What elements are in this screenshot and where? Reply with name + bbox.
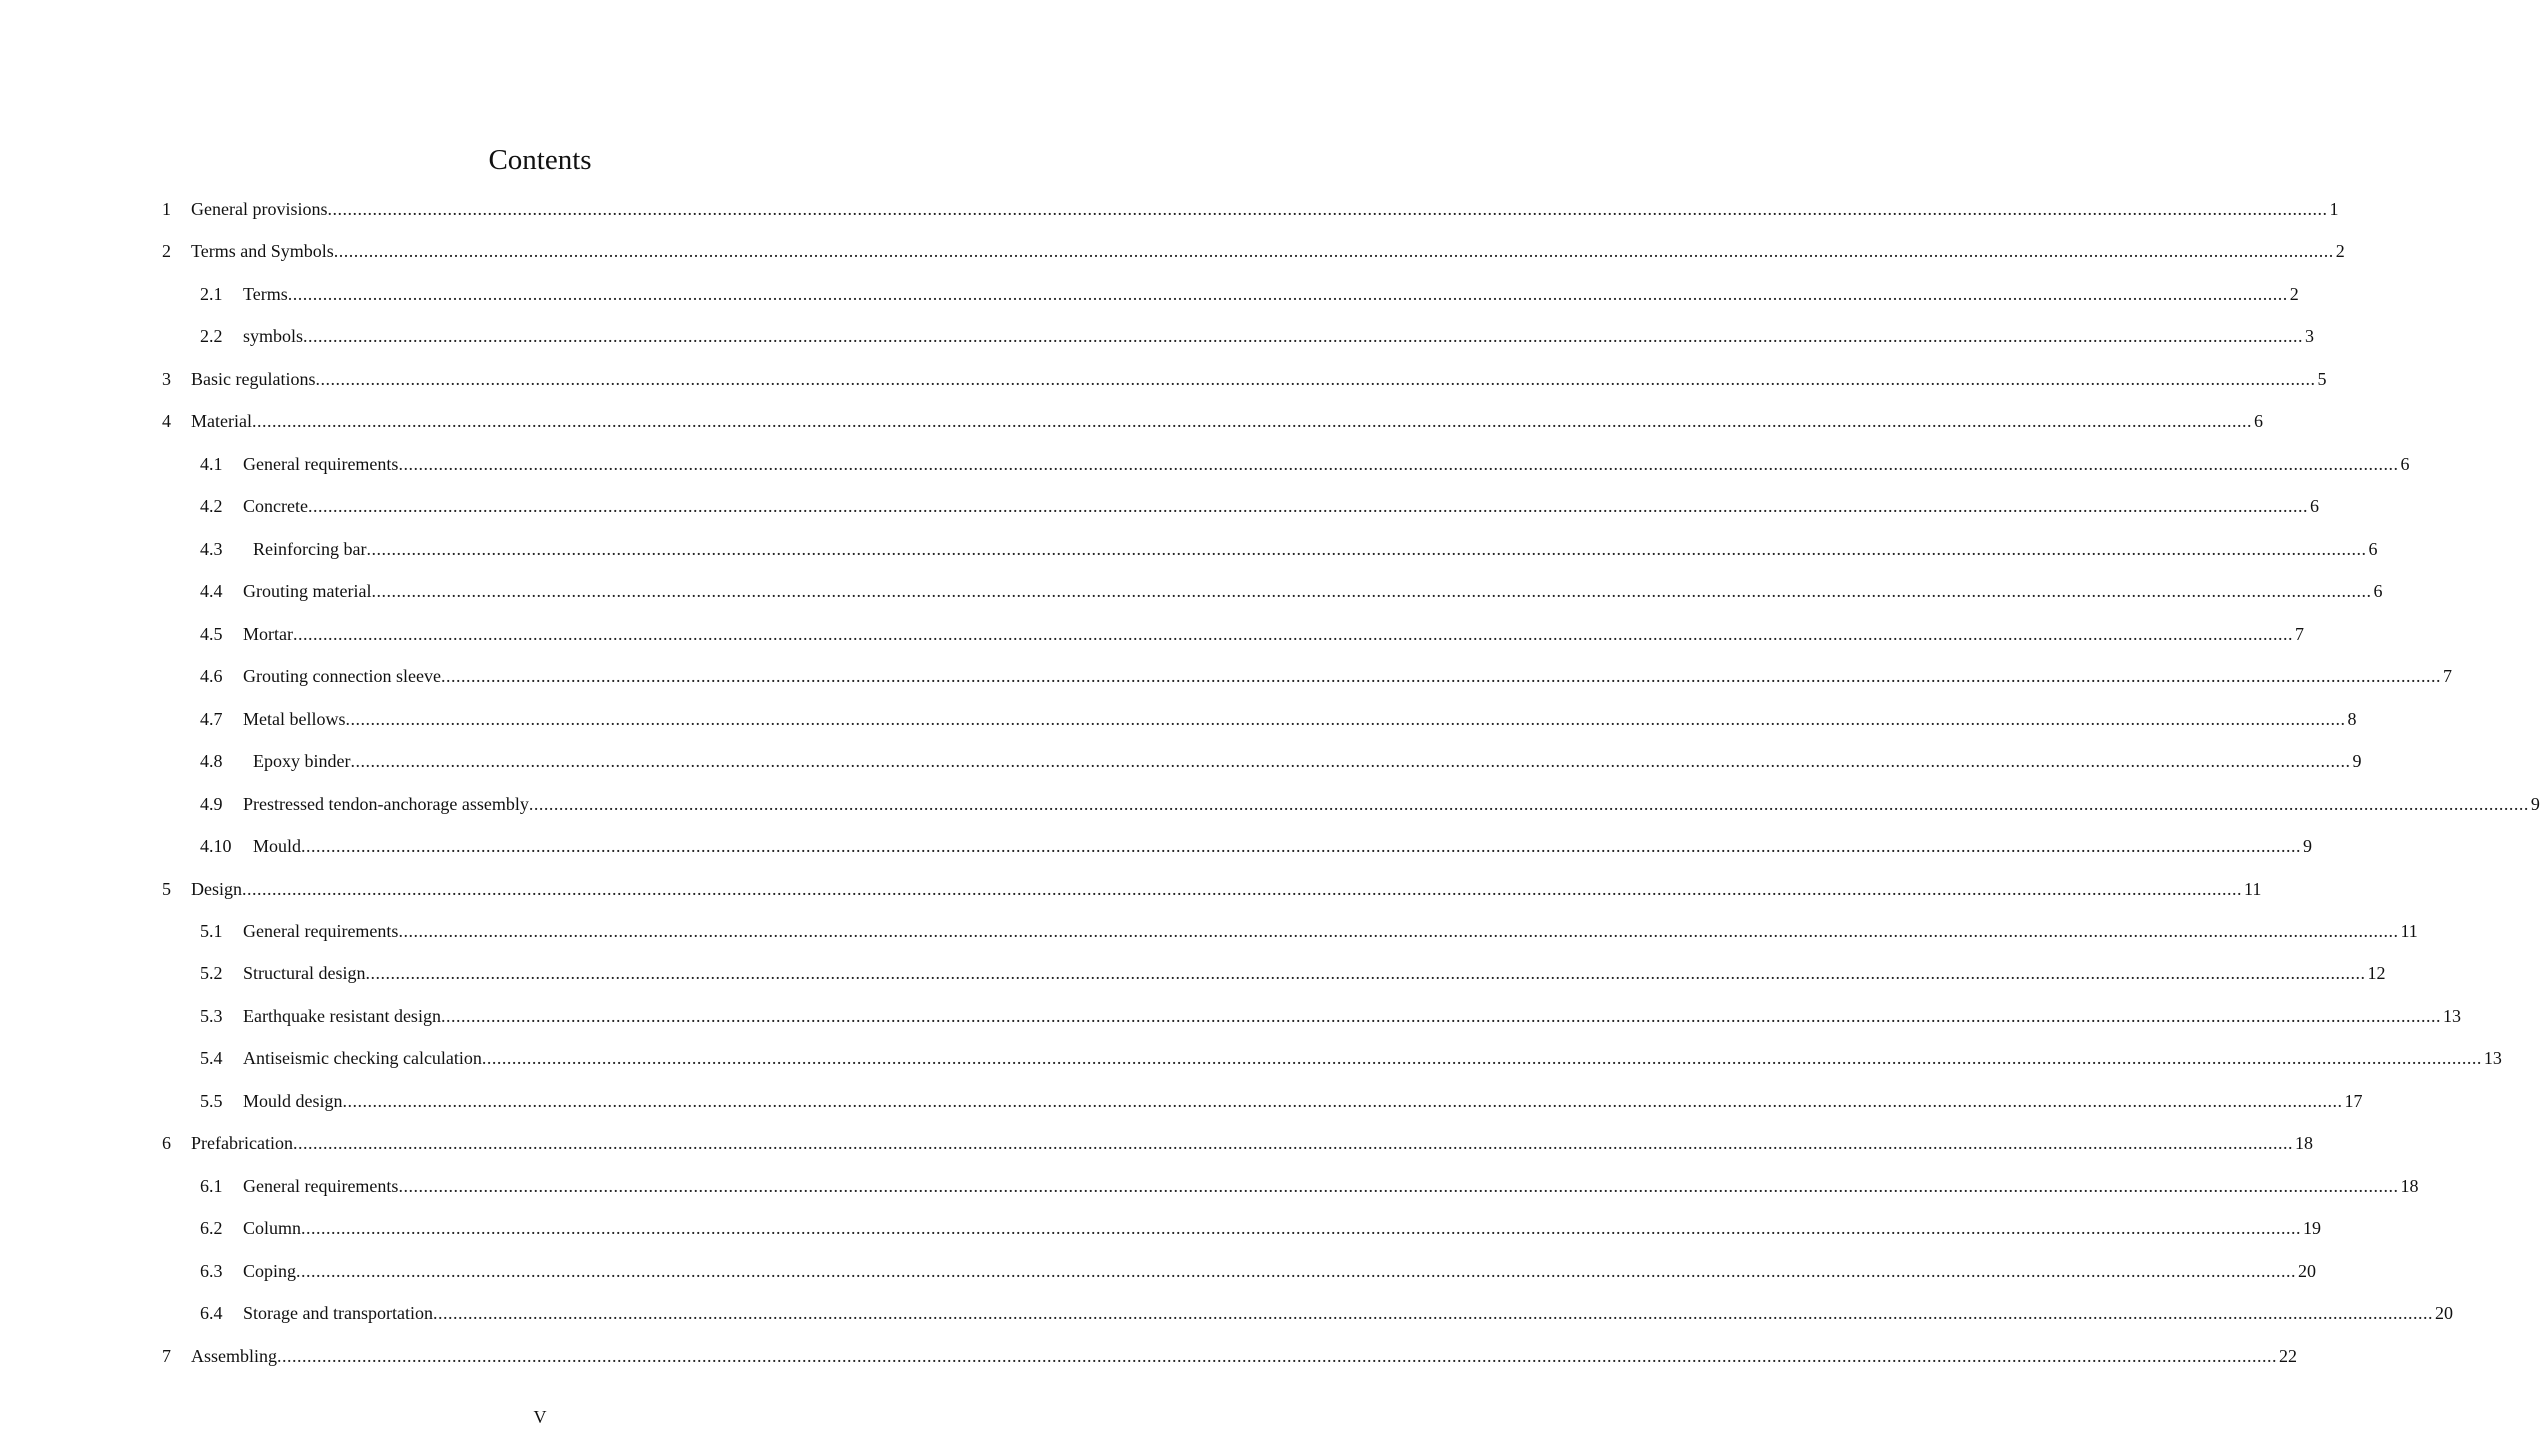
toc-entry[interactable] (162, 655, 2452, 697)
toc-entry[interactable] (162, 443, 2410, 485)
toc-entry-number: 1 (162, 199, 171, 219)
toc-entry-page-number: 6 (2253, 411, 2263, 432)
dot-leader: ................................................................................................................................................................................................................................................................................................................................................................................................................ (277, 1345, 2278, 1366)
toc-entry-page-number: 6 (2309, 496, 2319, 517)
toc-entry-number: 6.2 (200, 1218, 223, 1239)
toc-entry-number: 4.4 (200, 581, 223, 602)
dot-leader: ................................................................................................................................................................................................................................................................................................................................................................................................................ (365, 963, 2366, 984)
toc-entry-page-number: 8 (2347, 708, 2357, 729)
dot-leader: ................................................................................................................................................................................................................................................................................................................................................................................................................ (292, 623, 2293, 644)
toc-entry-title: General requirements (243, 1175, 399, 1196)
toc-entry[interactable] (162, 868, 2262, 910)
toc-entry[interactable] (162, 613, 2304, 655)
toc-entry-page-number: 19 (2303, 1218, 2322, 1239)
toc-entry-number: 4.9 (200, 793, 223, 814)
dot-leader: ................................................................................................................................................................................................................................................................................................................................................................................................................ (371, 581, 2372, 602)
toc-entry-page-number: 6 (2400, 453, 2410, 474)
toc-entry[interactable] (162, 1165, 2419, 1207)
toc-entry[interactable] (162, 188, 2339, 230)
toc-entry-title: Concrete (243, 496, 308, 517)
toc-entry-page-number: 18 (2400, 1175, 2419, 1196)
toc-entry[interactable] (162, 740, 2362, 782)
toc-entry[interactable] (162, 825, 2313, 867)
toc-entry[interactable] (162, 1335, 2298, 1377)
toc-entry-title: Antiseismic checking calculation (243, 1048, 482, 1069)
toc-entry-title: Grouting connection sleeve (243, 666, 441, 687)
toc-entry-number: 6.3 (200, 1260, 223, 1281)
toc-entry-title: Basic regulations (191, 368, 316, 389)
toc-entry-title: Mould (253, 836, 302, 857)
dot-leader: ................................................................................................................................................................................................................................................................................................................................................................................................................ (301, 836, 2302, 857)
dot-leader: ................................................................................................................................................................................................................................................................................................................................................................................................................ (342, 1090, 2343, 1111)
dot-leader: ................................................................................................................................................................................................................................................................................................................................................................................................................ (301, 1218, 2302, 1239)
toc-entry-title: Prestressed tendon-anchorage assembly (243, 793, 529, 814)
toc-entry[interactable] (162, 1080, 2363, 1122)
toc-entry-title: Coping (243, 1260, 297, 1281)
dot-leader: ................................................................................................................................................................................................................................................................................................................................................................................................................ (350, 751, 2351, 772)
toc-entry-page-number: 7 (2442, 666, 2452, 687)
toc-entry-page-number: 9 (2530, 793, 2540, 814)
toc-entry-title: Reinforcing bar (253, 538, 367, 559)
toc-entry-title: Terms and Symbols (191, 241, 334, 262)
toc-entry-title: Grouting material (243, 581, 372, 602)
toc-entry-number: 4.6 (200, 666, 223, 687)
toc-entry-number: 6 (162, 1133, 171, 1154)
toc-entry-title: Structural design (243, 963, 366, 984)
toc-entry[interactable] (162, 528, 2378, 570)
toc-entry-title: Metal bellows (243, 708, 346, 729)
toc-entry-page-number: 2 (2289, 283, 2299, 304)
toc-entry-page-number: 3 (2305, 326, 2315, 347)
toc-entry-page-number: 6 (2368, 538, 2378, 559)
toc-entry[interactable] (162, 230, 2345, 272)
table-of-contents (162, 188, 2540, 1377)
toc-entry-page-number: 13 (2442, 1005, 2461, 1026)
toc-entry-page-number: 2 (2335, 241, 2345, 262)
page-title: Contents (488, 144, 592, 176)
toc-entry-number: 4.7 (200, 708, 223, 729)
toc-entry-page-number: 6 (2373, 581, 2383, 602)
toc-entry[interactable] (162, 698, 2357, 740)
toc-entry-page-number: 11 (2244, 878, 2262, 899)
dot-leader: ................................................................................................................................................................................................................................................................................................................................................................................................................ (440, 1005, 2441, 1026)
toc-entry-number: 5.2 (200, 963, 223, 984)
toc-entry-title: Column (243, 1218, 302, 1239)
toc-entry-page-number: 17 (2344, 1090, 2363, 1111)
toc-entry-page-number: 22 (2279, 1345, 2298, 1366)
toc-entry-title: symbols (243, 326, 304, 347)
toc-entry-title: General requirements (243, 453, 399, 474)
toc-entry-page-number: 5 (2317, 368, 2327, 389)
toc-entry-page-number: 20 (2298, 1260, 2317, 1281)
dot-leader: ................................................................................................................................................................................................................................................................................................................................................................................................................ (251, 411, 2252, 432)
toc-entry-page-number: 13 (2483, 1048, 2502, 1069)
toc-entry[interactable] (162, 1207, 2322, 1249)
dot-leader: ................................................................................................................................................................................................................................................................................................................................................................................................................ (307, 496, 2308, 517)
toc-entry-number: 4.1 (200, 453, 223, 474)
dot-leader: ................................................................................................................................................................................................................................................................................................................................................................................................................ (398, 920, 2399, 941)
dot-leader: ................................................................................................................................................................................................................................................................................................................................................................................................................ (327, 199, 2328, 219)
dot-leader: ................................................................................................................................................................................................................................................................................................................................................................................................................ (528, 793, 2529, 814)
toc-entry-number: 6.1 (200, 1175, 223, 1196)
toc-entry-number: 2.1 (200, 283, 223, 304)
toc-entry-page-number: 18 (2294, 1133, 2313, 1154)
toc-entry[interactable] (162, 1292, 2453, 1334)
dot-leader: ................................................................................................................................................................................................................................................................................................................................................................................................................ (432, 1303, 2433, 1324)
toc-entry-number: 5.4 (200, 1048, 223, 1069)
toc-entry-title: Mould design (243, 1090, 343, 1111)
dot-leader: ................................................................................................................................................................................................................................................................................................................................................................................................................ (366, 538, 2367, 559)
toc-entry-title: Mortar (243, 623, 293, 644)
toc-entry-title: Material (191, 411, 252, 432)
toc-entry-page-number: 12 (2367, 963, 2386, 984)
toc-entry-number: 5.5 (200, 1090, 223, 1111)
toc-entry-title: Assembling (191, 1345, 278, 1366)
toc-entry-title: Prefabrication (191, 1133, 293, 1154)
toc-entry-title: Storage and transportation (243, 1303, 433, 1324)
dot-leader: ................................................................................................................................................................................................................................................................................................................................................................................................................ (292, 1133, 2293, 1154)
dot-leader: ................................................................................................................................................................................................................................................................................................................................................................................................................ (481, 1048, 2482, 1069)
toc-entry-title: Earthquake resistant design (243, 1005, 441, 1026)
toc-entry-number: 4.8 (200, 751, 223, 772)
toc-entry-number: 4.2 (200, 496, 223, 517)
toc-entry-number: 4.3 (200, 538, 223, 559)
toc-entry-number: 4 (162, 411, 171, 432)
toc-entry-page-number: 7 (2294, 623, 2304, 644)
toc-entry[interactable] (162, 1250, 2317, 1292)
toc-entry[interactable] (162, 400, 2263, 442)
toc-entry-number: 2 (162, 241, 171, 262)
toc-entry-number: 5.3 (200, 1005, 223, 1026)
toc-entry-number: 5 (162, 878, 171, 899)
dot-leader: ................................................................................................................................................................................................................................................................................................................................................................................................................ (333, 241, 2334, 262)
toc-entry[interactable] (162, 1037, 2502, 1079)
dot-leader: ................................................................................................................................................................................................................................................................................................................................................................................................................ (345, 708, 2346, 729)
toc-entry[interactable] (162, 1122, 2313, 1164)
toc-entry-number: 2.2 (200, 326, 223, 347)
toc-entry[interactable] (162, 358, 2327, 400)
dot-leader: ................................................................................................................................................................................................................................................................................................................................................................................................................ (315, 368, 2316, 389)
dot-leader: ................................................................................................................................................................................................................................................................................................................................................................................................................ (398, 1175, 2399, 1196)
toc-entry-title: Design (191, 878, 242, 899)
toc-entry-title: Terms (243, 283, 288, 304)
page-number-footer: V (533, 1407, 547, 1427)
dot-leader: ................................................................................................................................................................................................................................................................................................................................................................................................................ (440, 666, 2441, 687)
toc-entry[interactable] (162, 952, 2386, 994)
toc-entry-title: General provisions (191, 199, 328, 219)
toc-entry-page-number: 11 (2400, 920, 2418, 941)
dot-leader: ................................................................................................................................................................................................................................................................................................................................................................................................................ (242, 878, 2242, 899)
toc-entry-page-number: 9 (2303, 836, 2313, 857)
toc-entry[interactable] (162, 273, 2299, 315)
toc-entry[interactable] (162, 315, 2315, 357)
toc-entry-title: General requirements (243, 920, 399, 941)
toc-entry-page-number: 20 (2434, 1303, 2453, 1324)
dot-leader: ................................................................................................................................................................................................................................................................................................................................................................................................................ (287, 283, 2288, 304)
toc-entry-page-number: 1 (2329, 199, 2339, 219)
toc-entry[interactable] (162, 570, 2383, 612)
toc-entry[interactable] (162, 783, 2540, 825)
toc-entry-number: 7 (162, 1345, 171, 1366)
dot-leader: ................................................................................................................................................................................................................................................................................................................................................................................................................ (398, 453, 2399, 474)
toc-entry-page-number: 9 (2352, 751, 2362, 772)
dot-leader: ................................................................................................................................................................................................................................................................................................................................................................................................................ (303, 326, 2304, 347)
toc-entry-number: 3 (162, 368, 171, 389)
toc-entry[interactable] (162, 995, 2461, 1037)
dot-leader: ................................................................................................................................................................................................................................................................................................................................................................................................................ (296, 1260, 2297, 1281)
toc-entry-number: 6.4 (200, 1303, 223, 1324)
toc-entry-number: 5.1 (200, 920, 223, 941)
toc-entry[interactable] (162, 910, 2418, 952)
toc-entry-number: 4.5 (200, 623, 223, 644)
toc-entry[interactable] (162, 485, 2319, 527)
toc-entry-number: 4.10 (200, 836, 232, 857)
toc-entry-title: Epoxy binder (253, 751, 351, 772)
